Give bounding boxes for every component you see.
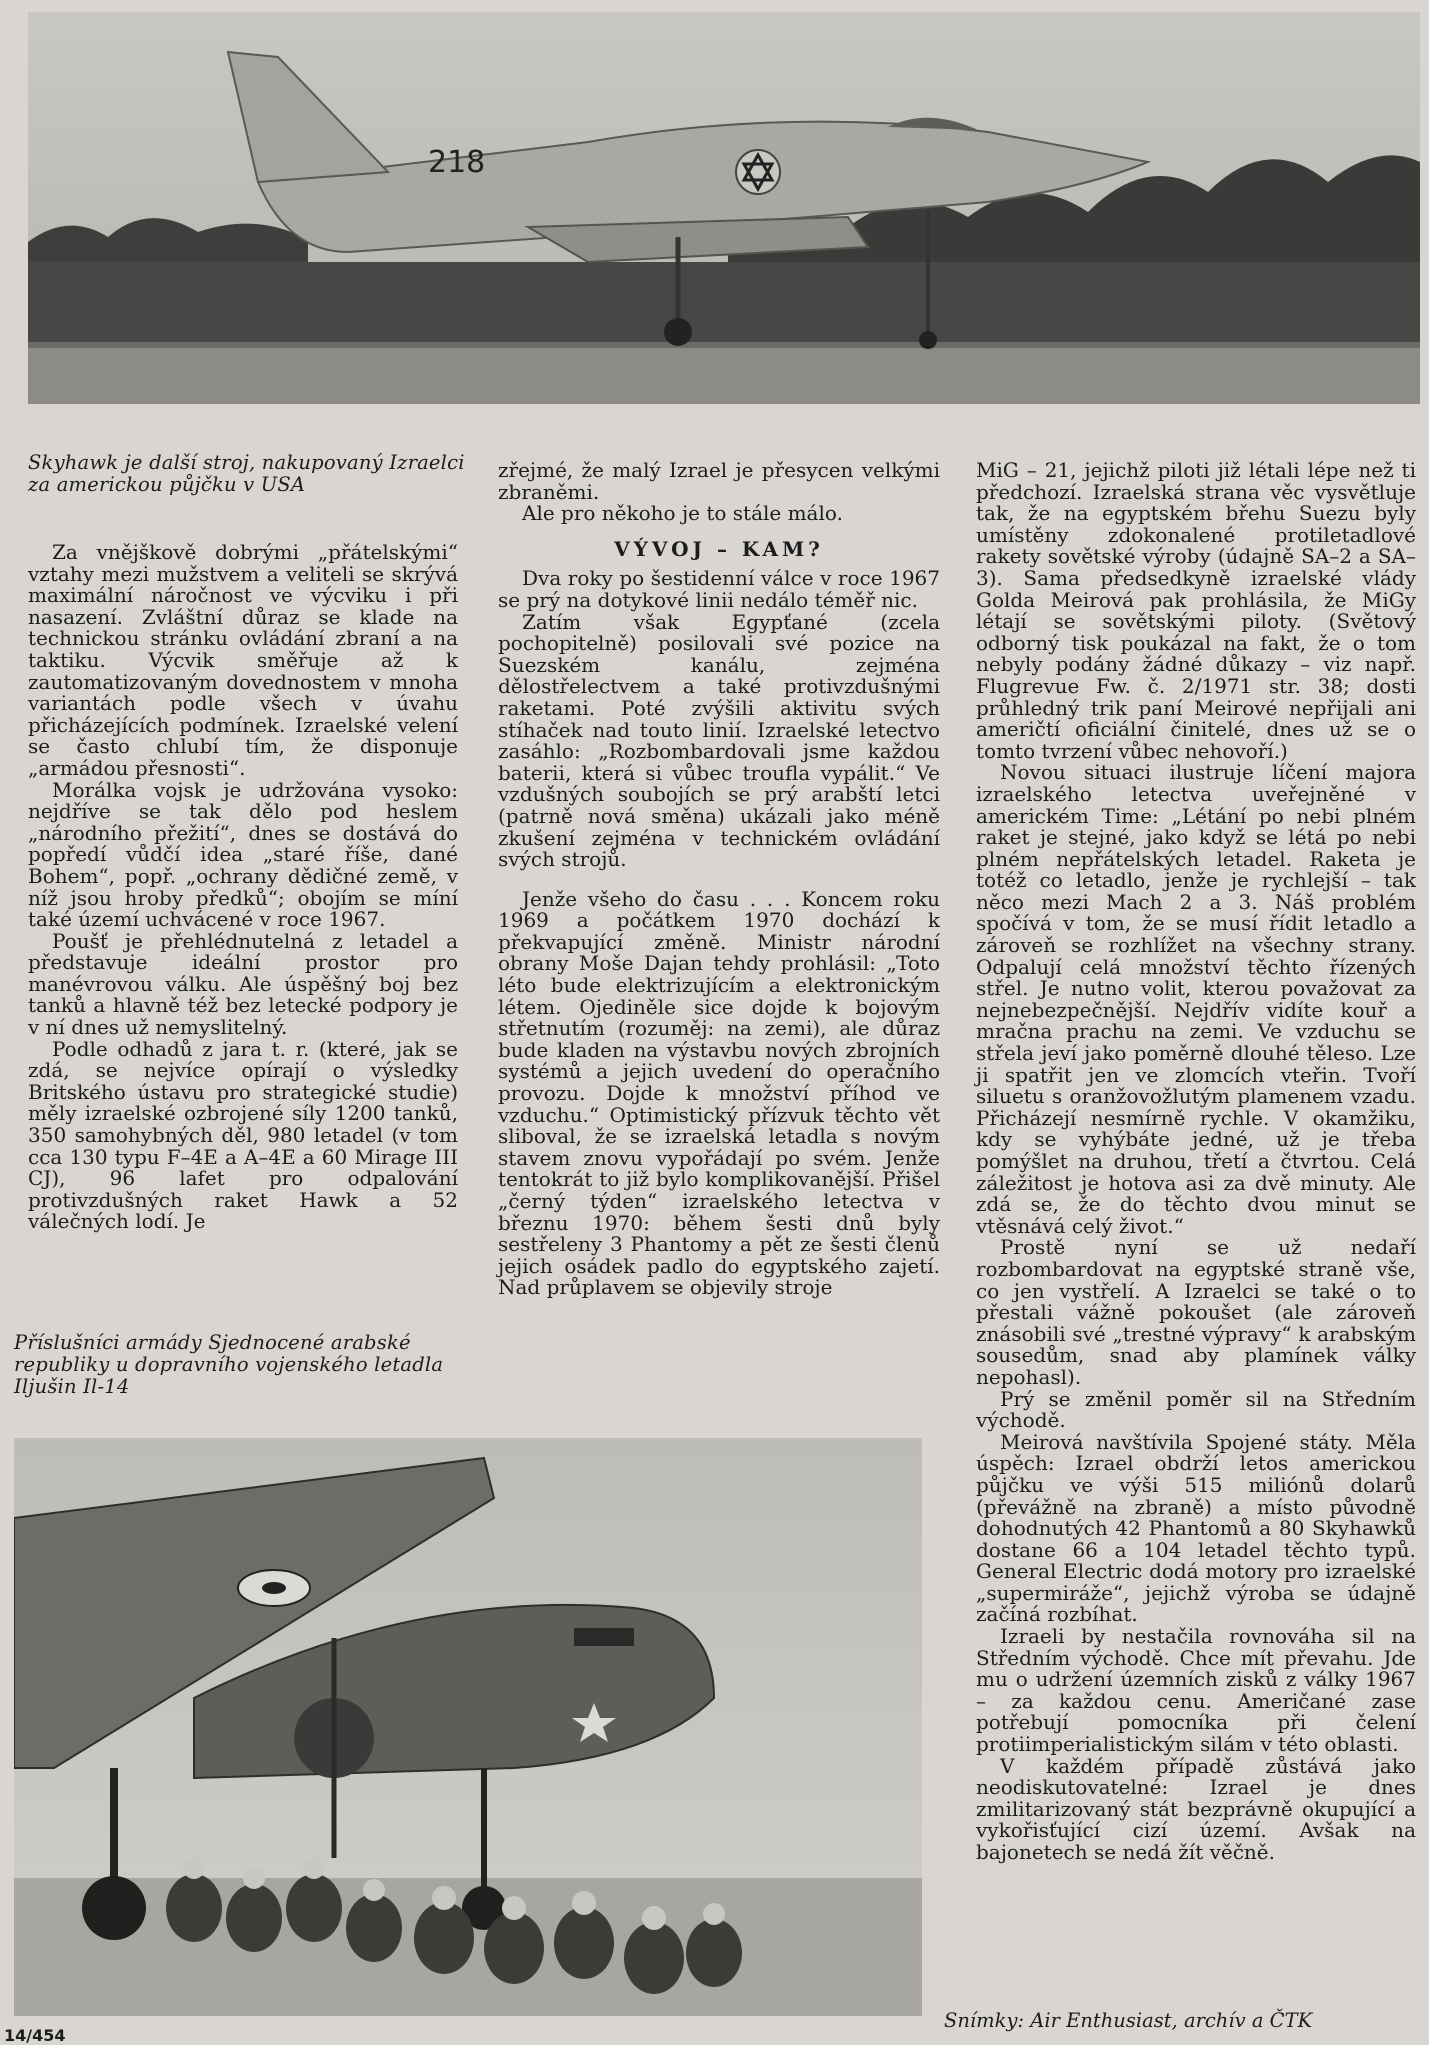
paragraph: MiG – 21, jejichž piloti již létali lépe než ti předchozí. Izraelská strana věc vysvětluje tak, že na egyptském břehu Suezu byly umístěny zdokonalené protiletadlové rakety sovětské výroby (údajně SA–2 a SA–3). Sama předsedkyně izraelské vlády Golda Meirová pak prohlásila, že MiGy létají se sovětskými piloty. (Světový odborný tisk poukázal na fakt, že o tom nebyly podány žádné důkazy – viz např. Flugrevue Fw. č. 2/1971 str. 38; dosti průhledný trik paní Meirové nepřijali ani američtí oficiální činitelé, dnes už se o tomto tvrzení vůbec nehovoří.) (976, 458, 1416, 763)
paragraph: Ale pro někoho je to stále málo. (522, 501, 843, 526)
paragraph: Prostě nyní se už nedaří rozbombardovat na egyptské straně vše, co jen vystřelí. A Izraelci se také o to přestali vážně pokoušet (ale zároveň znásobili své „trestné výpravy“ k arabským sousedům, snad aby plamínek války nepohasl). (976, 1235, 1416, 1389)
column-2 (498, 460, 940, 1299)
section-heading: VÝVOJ – KAM? (614, 536, 824, 561)
column-1 (28, 542, 458, 1233)
paragraph: Novou situaci ilustruje líčení majora izraelského letectva uveřejněné v americkém Time: „Létání po nebi plném raket je stejné, jako když se létá po nebi plném nepřátelských letadel. Raketa je totéž co letadlo, jenže je rychlejší – tak něco mezi Mach 2 a 3. Náš problém spočívá v tom, že se musí řídit letadlo a zároveň se rozhlížet na všechny strany. Odpalují celá množství těchto řízených střel. Je nutno volit, kterou považovat za nejnebezpečnější. Nejdřív vidíte kouř a mračna prachu na zemi. Ve vzduchu se střela jeví jako poměrně dlouhé těleso. Lze ji spatřit jen ve zlomcích vteřin. Tvoří siluetu s oranžovožlutým plamenem vzadu. Přicházejí nesmírně rychle. V okamžiku, kdy se vyhýbáte jedné, už je třeba pomýšlet na druhou, třetí a čtvrtou. Celá záležitost je hotova asi za dvě minuty. Ale zdá se, že do těchto dvou minut se vtěsnává celý život.“ (976, 760, 1416, 1238)
paragraph: Podle odhadů z jara t. r. (které, jak se zdá, se nejvíce opírají o výsledky Britského ústavu pro strategické studie) měly izraelské ozbrojené síly 1200 tanků, 350 samohybných děl, 980 letadel (v tom cca 130 typu F–4E a A–4E a 60 Mirage III CJ), 96 lafet pro odpalování protivzdušných raket Hawk a 52 válečných lodí. Je (28, 1036, 458, 1234)
caption-skyhawk: Skyhawk je další stroj, nakupovaný Izraelci za americkou půjčku v USA (28, 451, 465, 496)
tail-number: 218 (428, 145, 486, 180)
paragraph: Morálka vojsk je udržována vysoko: nejdříve se tak dělo pod heslem „národního přežití“, dnes se dostává do popředí vůdčí idea „staré říše, dané Bohem“, popř. „ochrany dědičné země, v níž jsou hroby předků“; obojím se míní také území uchvácené v roce 1967. (28, 777, 458, 932)
paragraph: Poušť je přehlédnutelná z letadel a představuje ideální prostor pro manévrovou válku. Ale úspěšný boj bez tanků a hlavně též bez letecké podpory je v ní dnes už nemyslitelný. (28, 928, 458, 1040)
paragraph: Dva roky po šestidenní válce v roce 1967 se prý na dotykové linii nedálo téměř nic. (498, 566, 940, 612)
paragraph: zřejmé, že malý Izrael je přesycen velkými zbraněmi. (498, 458, 940, 504)
paragraph: Meirová navštívila Spojené státy. Měla úspěch: Izrael obdrží letos americkou půjčku ve výši 515 miliónů dolarů (převážně na zbraně) a místo původně dohodnutých 42 Phantomů a 80 Skyhawků dostane 66 a 104 letadel těchto typů. General Electric dodá motory pro izraelské „supermiráže“, jejichž výroba se údajně začíná rozbíhat. (976, 1429, 1416, 1627)
photo-credit: Snímky: Air Enthusiast, archív a ČTK (944, 2009, 1313, 2032)
column-3 (976, 460, 1416, 1864)
paragraph: Prý se změnil poměr sil na Středním východě. (976, 1386, 1416, 1433)
paragraph: Jenže všeho do času . . . Koncem roku 1969 a počátkem 1970 dochází k překvapující změně. Ministr národní obrany Moše Dajan tehdy prohlásil: „Toto léto bude elektrizujícím a elektronickým létem. Ojediněle sice dojde k bojovým střetnutím (rozuměj: na zemi), ale důraz bude kladen na výstavbu nových zbrojních systémů a jejich uvedení do operačního provozu. Dojde k množství příhod ve vzduchu.“ Optimistický přízvuk těchto vět sliboval, že se izraelská letadla s novým stavem znovu vypořádají po svém. Jenže tentokrát to již bylo komplikovanější. Přišel „černý týden“ izraelského letectva v březnu 1970: během šesti dnů byly sestřeleny 3 Phantomy a pět ze šesti členů jejich osádek padlo do egyptského zajetí. Nad průplavem se objevily stroje (498, 886, 940, 1300)
paragraph: Izraeli by nestačila rovnováha sil na Středním východě. Chce mít převahu. Jde mu o udržení územních zisků z války 1967 – za každou cenu. Američané zase potřebují pomocníka při čelení protiimperialistickým silám v této oblasti. (976, 1624, 1416, 1757)
paragraph: Za vnějškově dobrými „přátelskými“ vztahy mezi mužstvem a veliteli se skrývá maximální náročnost ve výcviku i při nasazení. Zvláštní důraz se klade na technickou stránku ovládání zbraní a na taktiku. Výcvik směřuje až k zautomatizovaným dovednostem v mnoha variantách podle všech v úvahu přicházejících podmínek. Izraelské velení se často chlubí tím, že disponuje „armádou přesnosti“. (28, 540, 458, 780)
ilyushin-photo (14, 1438, 922, 2016)
caption-ilyushin: Příslušníci armády Sjednocené arabské republiky u dopravního vojenského letadla Iljušin Il-14 (14, 1331, 444, 1398)
page-number: 14/454 (4, 2026, 66, 2045)
skyhawk-photo (28, 12, 1420, 404)
paragraph: Zatím však Egypťané (zcela pochopitelně) posilovali své pozice na Suezském kanálu, zejména dělostřelectvem a také protivzdušnými raketami. Poté zvýšili aktivitu svých stíhaček nad touto linií. Izraelské letectvo zasáhlo: „Rozbombardovali jsme každou baterii, která si vůbec troufla vypálit.“ Ve vzdušných soubojích se prý arabští letci (patrně nová směna) ukázali jako méně zkušení zejména v technickém ovládání svých strojů. (498, 609, 940, 872)
paragraph: V každém případě zůstává jako neodiskutovatelné: Izrael je dnes zmilitarizovaný stát bezprávně okupující a vykořisťující cizí území. Avšak na bajonetech se nedá žít věčně. (976, 1753, 1416, 1864)
